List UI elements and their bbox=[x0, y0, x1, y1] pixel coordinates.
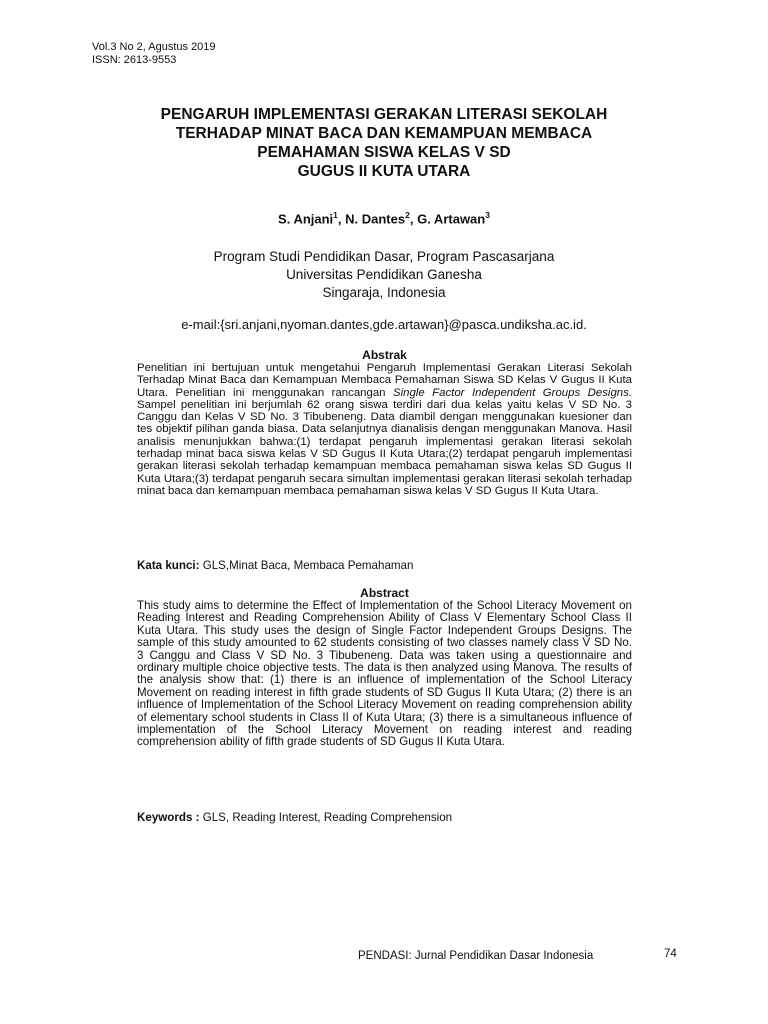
title-line: PEMAHAMAN SISWA KELAS V SD bbox=[257, 144, 511, 161]
affiliation-line: Universitas Pendidikan Ganesha bbox=[286, 267, 482, 282]
abstrak-section bbox=[137, 348, 632, 497]
author-affil-mark: 2 bbox=[405, 210, 410, 220]
author-affil-mark: 1 bbox=[333, 210, 338, 220]
abstrak-heading: Abstrak bbox=[362, 348, 407, 362]
title-line: TERHADAP MINAT BACA DAN KEMAMPUAN MEMBACA bbox=[175, 125, 593, 142]
abstract-body: This study aims to determine the Effect of Implementation of the School Literacy Movement on Reading Interest and Reading Comprehension Ability of Class V Elementary School Class II Kuta Utara. This study uses the design of Single Factor Independent Groups Designs. The sample of this study amounted to 62 students consisting of two classes namely class V SD No. 3 Canggu and Class V SD No. 3 Tibubeneng. Data was taken using a questionnaire and ordinary multiple choice objective tests. The data is then analyzed using Manova. The results of the analysis show that: (1) there is an influence of implementation of the School Literacy Movement on reading interest in fifth grade students of SD Gugus II Kuta Utara; (2) there is an influence of Implementation of the School Literacy Movement on reading comprehension ability of elementary school students in Class II of Kuta Utara; (3) there is a simultaneous influence of implementation of the School Literacy Movement on reading interest and reading comprehension ability of fifth grade students of SD Gugus II Kuta Utara. bbox=[137, 599, 632, 749]
author-name: N. Dantes bbox=[345, 211, 406, 227]
kata-kunci-label: Kata kunci: bbox=[137, 559, 200, 572]
keywords bbox=[137, 811, 632, 824]
author-name: S. Anjani bbox=[278, 211, 334, 227]
journal-footer: PENDASI: Jurnal Pendidikan Dasar Indonesia bbox=[358, 950, 594, 962]
abstract-heading: Abstract bbox=[360, 586, 409, 600]
keywords-value: GLS, Reading Interest, Reading Comprehension bbox=[199, 811, 453, 824]
abstrak-text: Sampel penelitian ini berjumlah 62 orang siswa terdiri dari dua kelas yaitu kelas V SD No. 3 Canggu dan Kelas V SD No. 3 Tibubeneng. Data diambil dengan menggunakan kuesioner dan tes objektif pilihan ganda biasa. Data selanjutnya dianalisis dengan menggunakan Manova. Hasil analisis menunjukkan bahwa:(1) terdapat pengaruh implementasi gerakan literasi sekolah terhadap minat baca siswa kelas V SD Gugus II Kuta Utara;(2) terdapat pengaruh implementasi gerakan literasi sekolah terhadap kemampuan membaca pemahaman siswa kelas SD Gugus II Kuta Utara;(3) terdapat pengaruh secara simultan implementasi gerakan literasi sekolah terhadap minat baca dan kemampuan membaca pemahaman siswa kelas V SD Gugus II Kuta Utara. bbox=[137, 398, 632, 497]
kata-kunci-value: GLS,Minat Baca, Membaca Pemahaman bbox=[199, 559, 414, 572]
title-line: PENGARUH IMPLEMENTASI GERAKAN LITERASI SEKOLAH bbox=[160, 106, 608, 123]
abstrak-body bbox=[137, 362, 632, 497]
affiliation-line: Singaraja, Indonesia bbox=[322, 285, 446, 300]
kata-kunci bbox=[137, 559, 632, 572]
volume-info: Vol.3 No 2, Agustus 2019 bbox=[92, 41, 216, 53]
abstrak-design-term: Single Factor Independent Groups Designs. bbox=[393, 386, 632, 399]
abstract-section bbox=[137, 586, 632, 749]
page-number: 74 bbox=[664, 948, 677, 960]
affiliation-line: Program Studi Pendidikan Dasar, Program Pascasarjana bbox=[213, 249, 555, 264]
keywords-label: Keywords : bbox=[137, 811, 200, 824]
author-email: e-mail:{sri.anjani,nyoman.dantes,gde.artawan}@pasca.undiksha.ac.id. bbox=[181, 317, 587, 332]
affiliation bbox=[92, 248, 676, 302]
paper-title bbox=[92, 105, 676, 181]
author-affil-mark: 3 bbox=[485, 210, 490, 220]
abstrak-text: Penelitian ini bertujuan untuk mengetahui Pengaruh Implementasi Gerakan Literasi Sekolah Terhadap Minat Baca dan Kemampuan Membaca Pemahaman Siswa SD Kelas V Gugus II Kuta Utara. Penelitian ini menggunakan rancangan bbox=[137, 362, 632, 399]
running-header bbox=[92, 41, 216, 67]
title-line: GUGUS II KUTA UTARA bbox=[297, 163, 471, 180]
author-list: S. Anjani$^1$, N. Dantes$^2$, G. Artawan$^3$ bbox=[278, 210, 490, 227]
issn-info: ISSN: 2613-9553 bbox=[92, 54, 177, 66]
author-name: G. Artawan bbox=[417, 211, 486, 227]
